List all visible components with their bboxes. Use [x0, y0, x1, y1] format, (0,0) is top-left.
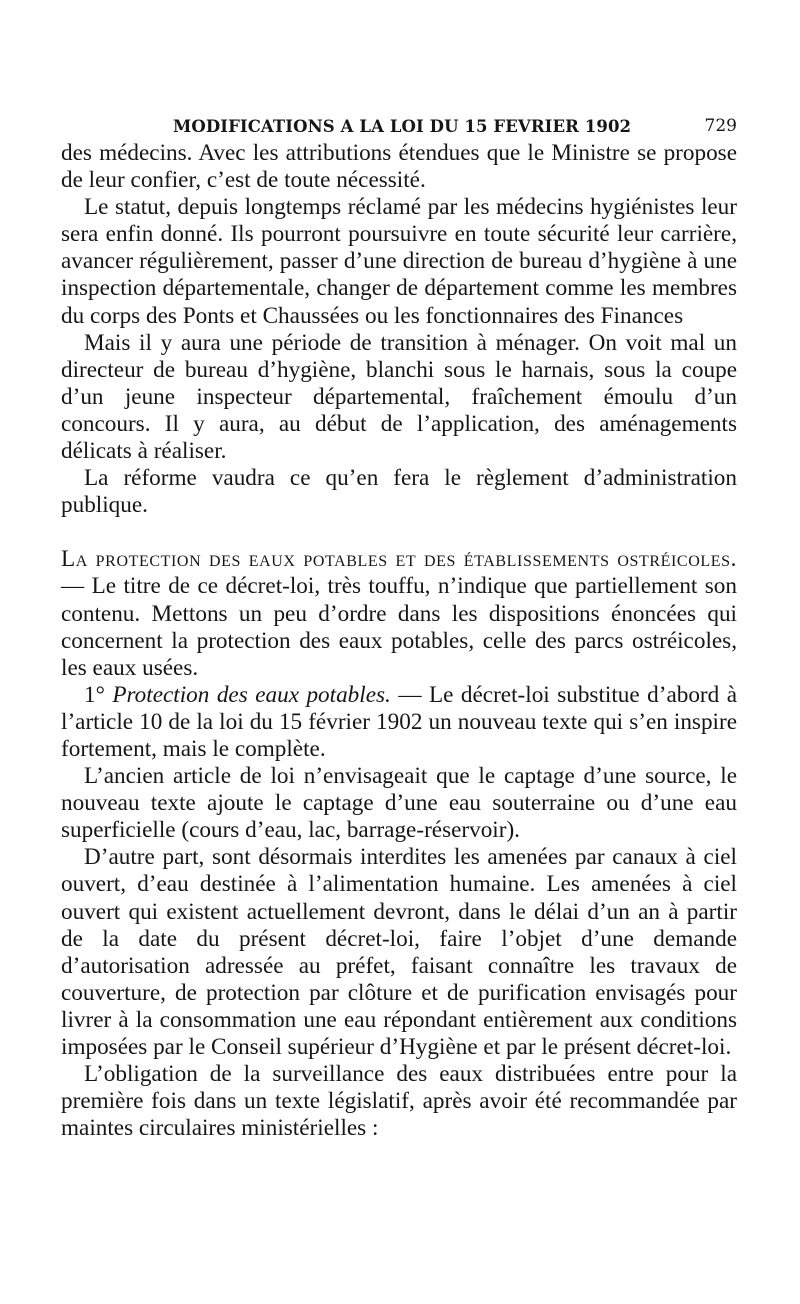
- paragraph-2: Le statut, depuis longtemps réclamé par les médecins hygiénistes leur sera enfin donné. Ils pourront poursuivre en toute sécurité leur carrière, avancer régulièrement, passer d’une direction de bureau d’hygiène à une inspection départementale, changer de département comme les membres du corps des Ponts et Chaussées ou les fonctionnaires des Finances: [61, 194, 737, 329]
- paragraph-7: L’ancien article de loi n’envisageait que le captage d’une source, le nouveau texte ajoute le captage d’une eau souterraine ou d’une eau superficielle (cours d’eau, lac, barrage-réservoir).: [61, 763, 737, 844]
- paragraph-3: Mais il y aura une période de transition à ménager. On voit mal un directeur de bureau d’hygiène, blanchi sous le harnais, sous la coupe d’un jeune inspecteur départemental, fraîchement émoulu d’un concours. Il y aura, au début de l’application, des aménagements délicats à réaliser.: [61, 329, 737, 465]
- subsection-number: 1°: [84, 681, 113, 708]
- subsection-heading: Protection des eaux potables.: [112, 681, 391, 708]
- running-header: [61, 110, 737, 140]
- paragraph-8: D’autre part, sont désormais interdites les amenées par canaux à ciel ouvert, d’eau destinée à l’alimentation humaine. Les amenées à ciel ouvert qui existent actuellement devront, dans le délai d’un an à partir de la date du présent décret-loi, faire l’objet d’une demande d’autorisation adressée au préfet, faisant connaître les travaux de couverture, de protection par clôture et de purification envisagés pour livrer à la consommation une eau répondant entièrement aux conditions imposées par le Conseil supérieur d’Hygiène et par le présent décret-loi.: [61, 844, 737, 1060]
- paragraph-6-text: — Le décret-loi substitue d’abord à l’article 10 de la loi du 15 février 1902 un nouveau texte qui s’en inspire fortement, mais le complète.: [61, 681, 737, 762]
- paragraph-4: La réforme vaudra ce qu’en fera le règlement d’administration publique.: [61, 465, 737, 519]
- section-break: [61, 519, 737, 546]
- paragraph-6: [61, 682, 737, 763]
- page-number: 729: [704, 116, 737, 136]
- document-page: [61, 110, 737, 1142]
- paragraph-5: [61, 546, 737, 681]
- paragraph-9: L’obligation de la surveillance des eaux distribuées entre pour la première fois dans un texte législatif, après avoir été recommandée par maintes circulaires ministérielles :: [61, 1061, 737, 1142]
- paragraph-5-text: — Le titre de ce décret-loi, très touffu, n’indique que partiellement son contenu. Mettons un peu d’ordre dans les dispositions énoncées qui concernent la protection des eaux potables, celle des parcs ostréicoles, les eaux usées.: [61, 573, 737, 681]
- header-title: MODIFICATIONS A LA LOI DU 15 FEVRIER 1902: [173, 117, 632, 136]
- body-text: [61, 140, 737, 1142]
- section-heading: La protection des eaux potables et des établissements ostréicoles.: [61, 546, 737, 573]
- paragraph-1: des médecins. Avec les attributions étendues que le Ministre se propose de leur confier, c’est de toute nécessité.: [61, 140, 737, 194]
